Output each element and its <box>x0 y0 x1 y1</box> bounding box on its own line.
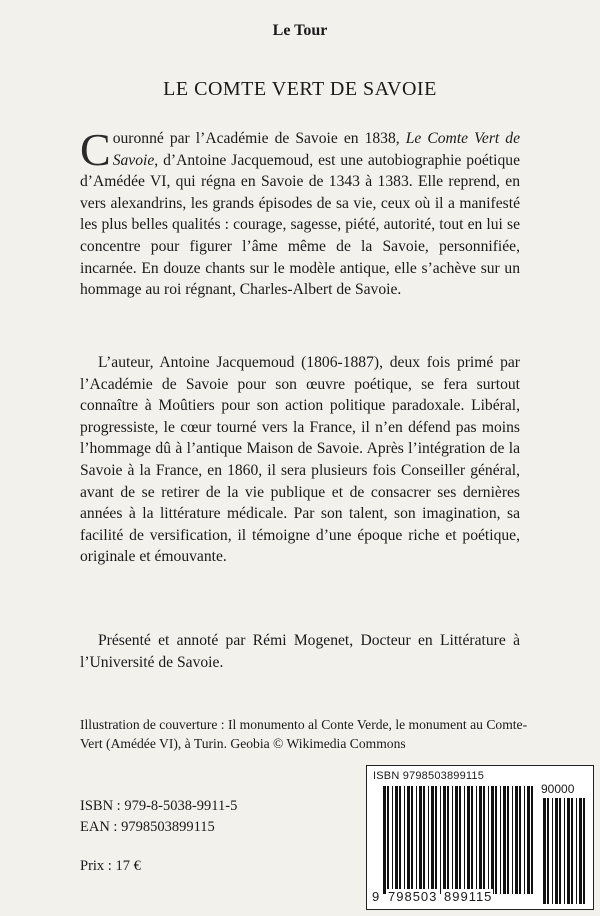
barcode-bar <box>527 786 530 894</box>
publisher-name: Le Tour <box>272 22 328 39</box>
barcode-bar <box>399 786 401 894</box>
barcode-bar <box>476 786 477 894</box>
barcode-bar <box>479 786 482 894</box>
barcode-bar <box>383 786 386 894</box>
barcode-bar <box>500 786 501 894</box>
barcode-bar <box>447 786 449 894</box>
barcode-digits-right: 899115 <box>444 889 493 904</box>
barcode-bar <box>428 786 429 894</box>
barcode-bar <box>471 786 473 894</box>
editor-paragraph: Présenté et annoté par Rémi Mogenet, Docteur en Littérature à l’Université de Savoie. <box>80 632 520 671</box>
barcode-bar <box>491 786 494 894</box>
barcode-bar <box>407 786 410 894</box>
work-title-italic: Le Comte Vert de Savoie <box>112 130 520 169</box>
ean-line: EAN : 9798503899115 <box>80 819 215 835</box>
barcode-bar <box>555 798 558 904</box>
barcode-bar <box>483 786 485 894</box>
barcode-bar <box>488 786 489 894</box>
barcode-bar <box>440 786 441 894</box>
barcode-bar <box>524 786 525 894</box>
barcode-bar <box>531 786 533 894</box>
barcode-bar <box>507 786 509 894</box>
barcode-bar <box>416 786 417 894</box>
barcode-bar <box>571 798 573 904</box>
barcode-bar <box>547 798 549 904</box>
barcode-bar <box>515 786 518 894</box>
barcode-label <box>366 765 594 910</box>
illustration-credit: Illustration de couverture : Il monumento al Conte Verde, le monument au Comte-Vert (Amédée VI), à Turin. Geobia © Wikimedia Commons <box>80 717 528 751</box>
barcode-bar <box>443 786 446 894</box>
isbn-line: ISBN : 979-8-5038-9911-5 <box>80 798 238 814</box>
barcode-bar <box>467 786 470 894</box>
barcode-bar <box>579 798 582 904</box>
barcode-bar <box>387 786 389 894</box>
barcode-bar <box>503 786 506 894</box>
identifiers <box>80 796 237 838</box>
barcode-bar <box>455 786 458 894</box>
barcode-bar <box>512 786 513 894</box>
barcode-bar <box>543 798 546 904</box>
barcode-bar <box>452 786 453 894</box>
barcode-bar <box>411 786 413 894</box>
barcode-bar <box>431 786 434 894</box>
barcode-bar <box>559 798 561 904</box>
barcode-digit-first: 9 <box>372 889 381 904</box>
barcode-bar <box>583 798 585 904</box>
barcode-bar <box>423 786 425 894</box>
book-title: LE COMTE VERT DE SAVOIE <box>163 78 437 100</box>
barcode-bar <box>464 786 465 894</box>
barcode-bar <box>495 786 497 894</box>
drop-cap: C <box>80 124 111 175</box>
barcode-bar <box>519 786 521 894</box>
barcode-bar <box>576 798 577 904</box>
barcode-bar <box>459 786 461 894</box>
barcode-isbn: ISBN 9798503899115 <box>373 770 485 782</box>
barcode-bar <box>552 798 553 904</box>
price: Prix : 17 € <box>80 858 141 874</box>
summary-paragraph <box>80 124 520 301</box>
barcode-bar <box>435 786 437 894</box>
barcode-bar <box>392 786 393 894</box>
barcode-bar <box>395 786 398 894</box>
summary-text-rest: , d’Antoine Jacquemoud, est une autobiographie poétique d’Amédée VI, qui régna en Savoie de 1343 à 1383. Elle reprend, en vers alexandrins, les grands épisodes de sa vie, ceux où il a manifesté les plus belles qualités : courage, sagesse, piété, autorité, tout en lui se concentre pour figurer l’âme même de la Savoie, personnifiée, incarnée. En douze chants sur le modèle antique, elle s’achève sur un hommage au roi régnant, Charles-Albert de Savoie. <box>80 151 520 299</box>
barcode-bar <box>419 786 422 894</box>
author-paragraph: L’auteur, Antoine Jacquemoud (1806-1887), deux fois primé par l’Académie de Savoie pour son œuvre poétique, se fera surtout connaître à Moûtiers pour son action politique paradoxale. Libéral, progressiste, le cœur tourné vers la France, il n’en défend pas moins l’hommage dû à l’antique Maison de Savoie. Après l’intégration de la Savoie à la France, en 1860, il sera plusieurs fois Conseiller général, avant de se retirer de la vie publique et de consacrer ses dernières années à la littérature médicale. Par son talent, son imagination, sa facilité de versification, il témoigne d’une époque riche et poétique, originale et émouvante. <box>80 354 520 566</box>
summary-text-start: ouronné par l’Académie de Savoie en 1838, <box>112 130 406 147</box>
barcode-bar <box>564 798 565 904</box>
barcode-bar <box>404 786 405 894</box>
barcode-addon-number: 90000 <box>541 782 575 796</box>
barcode-digits-left: 798503 <box>388 889 438 904</box>
barcode-bar <box>567 798 570 904</box>
